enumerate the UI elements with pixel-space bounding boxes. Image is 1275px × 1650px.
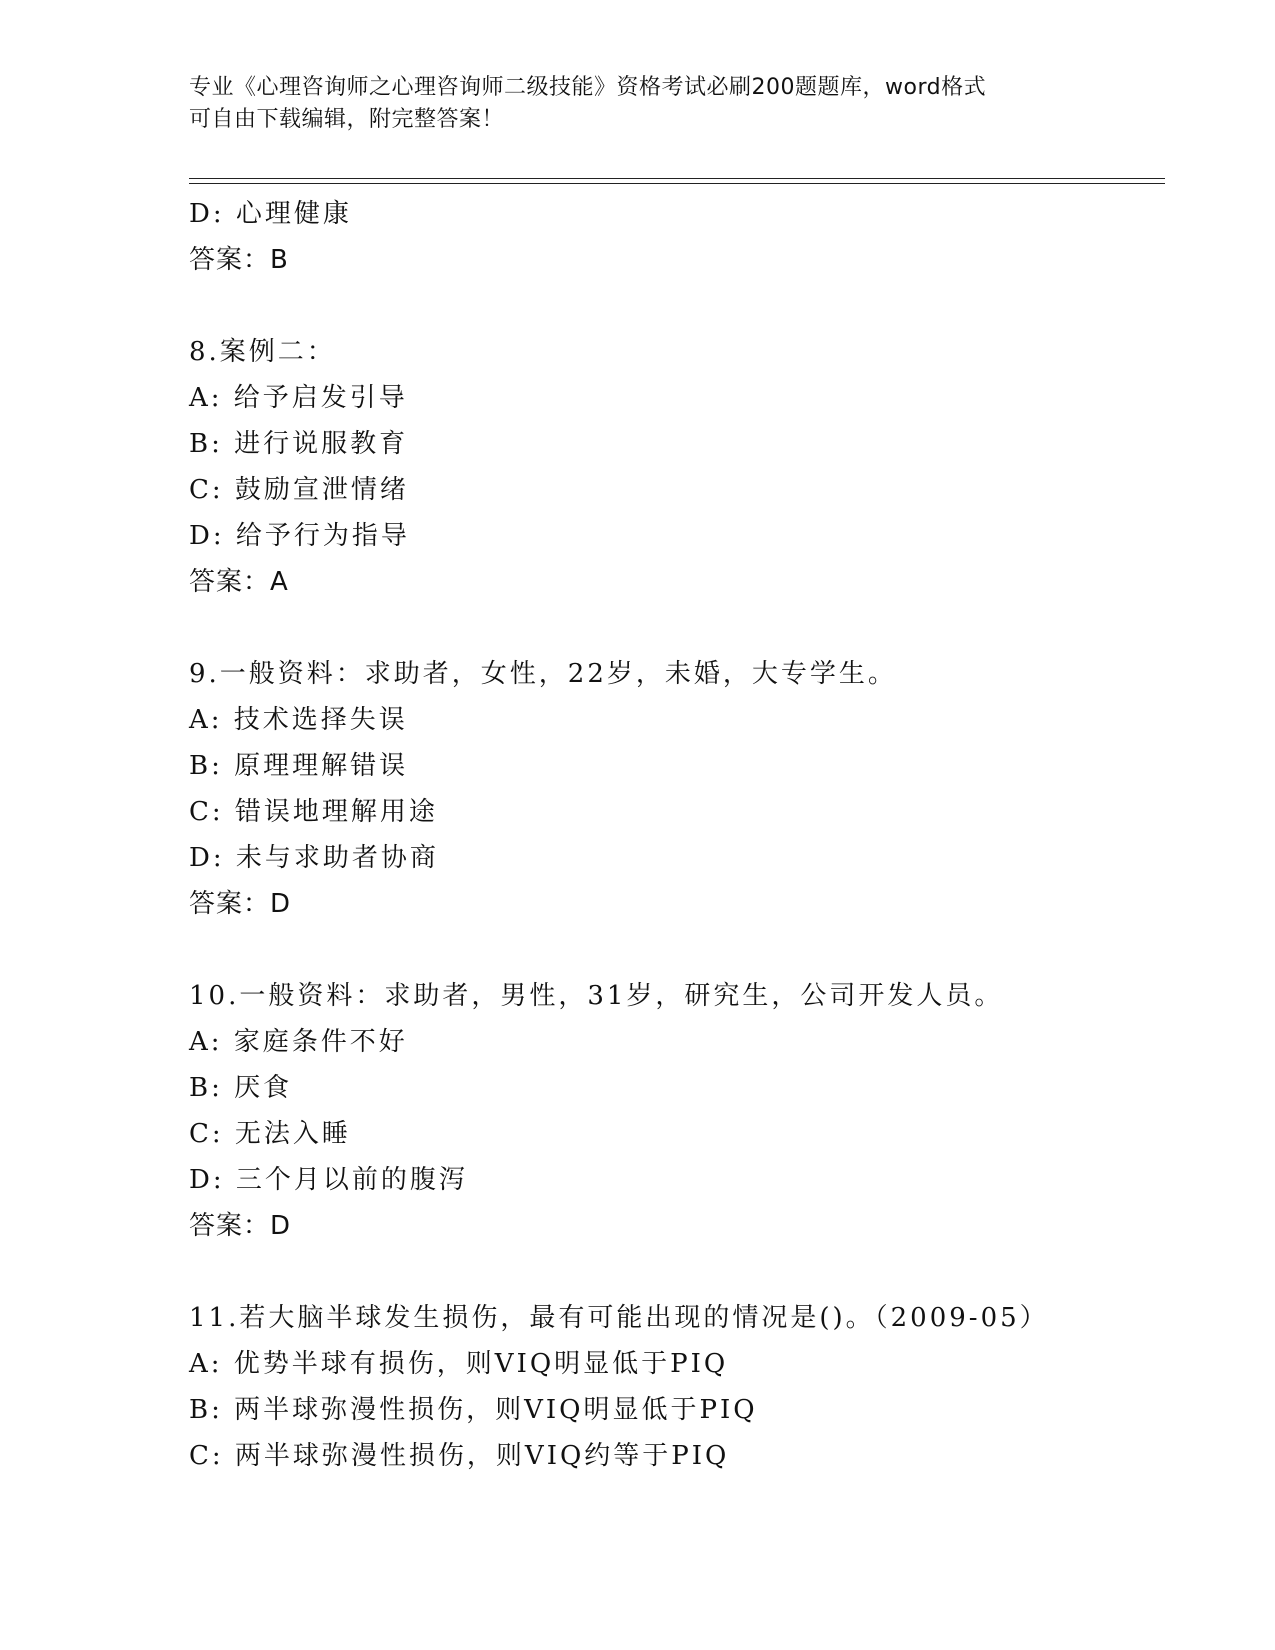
option-line: D: 三个月以前的腹泻 [189,1165,468,1195]
answer-line: 答案：A [189,567,289,597]
option-line: C: 错误地理解用途 [189,797,438,827]
question-stem: 10.一般资料：求助者，男性，31岁，研究生，公司开发人员。 [189,981,1004,1011]
question-list [189,191,1149,1479]
question-block [189,1295,1149,1479]
spacer [189,927,1149,973]
option-line: B: 原理理解错误 [189,751,409,781]
option-line: B: 两半球弥漫性损伤，则VIQ明显低于PIQ [189,1395,758,1425]
option-line: C: 无法入睡 [189,1119,351,1149]
spacer [189,605,1149,651]
question-block [189,973,1149,1249]
option-line: B: 进行说服教育 [189,429,409,459]
document-header [189,72,1069,136]
answer-line: 答案：D [189,1211,292,1241]
question-stem: 9.一般资料：求助者，女性，22岁，未婚，大专学生。 [189,659,897,689]
answer-line: 答案：B [189,245,289,275]
option-line: C: 鼓励宣泄情绪 [189,475,409,505]
option-line: A: 优势半球有损伤，则VIQ明显低于PIQ [189,1349,729,1379]
question-stem: 11.若大脑半球发生损伤，最有可能出现的情况是()。（2009-05） [189,1303,1049,1333]
spacer [189,1249,1149,1295]
option-line: A: 给予启发引导 [189,383,408,413]
option-line: A: 技术选择失误 [189,705,408,735]
header-divider-bottom [189,183,1165,184]
header-line-2: 可自由下载编辑，附完整答案！ [189,107,505,132]
header-line-1: 专业《心理咨询师之心理咨询师二级技能》资格考试必刷200题题库，word格式 [189,75,987,100]
option-line: D: 未与求助者协商 [189,843,439,873]
option-line: A: 家庭条件不好 [189,1027,408,1057]
option-line: B: 厌食 [189,1073,293,1103]
spacer [189,283,1149,329]
header-divider-top [189,178,1165,179]
option-line: C: 两半球弥漫性损伤，则VIQ约等于PIQ [189,1441,730,1471]
question-stem: 8.案例二： [189,337,336,367]
option-line: D: 心理健康 [189,199,352,229]
question-block [189,651,1149,927]
question-block [189,329,1149,605]
answer-line: 答案：D [189,889,292,919]
option-line: D: 给予行为指导 [189,521,410,551]
